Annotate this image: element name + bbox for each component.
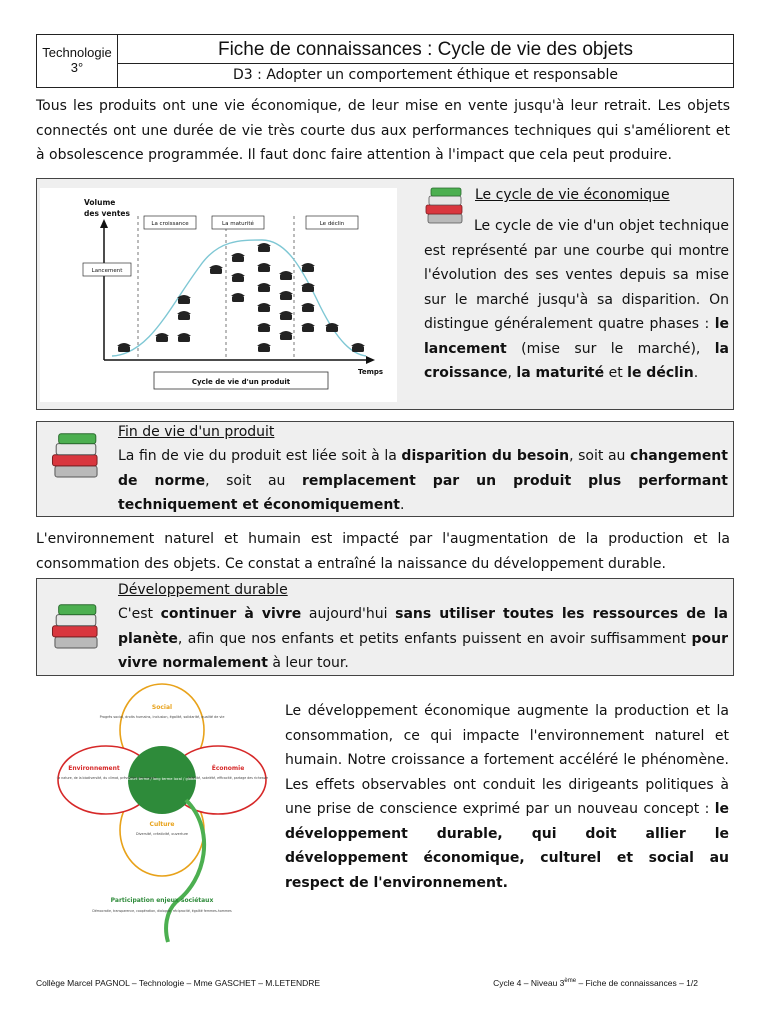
cycle-bold-4: le déclin (627, 365, 694, 381)
cycle-text (424, 214, 729, 386)
sd-text-2: aujourd'hui (301, 606, 396, 622)
eol-bold-3: remplacement par un produit plus performant techniquement et économiquement (118, 472, 728, 513)
social-desc: Progrès social, droits humains, inclusion, égalité, solidarité, qualité de vie (99, 715, 225, 719)
footer-right (493, 978, 698, 988)
level-label: 3° (70, 60, 84, 75)
telephone-icon (257, 283, 271, 292)
conclusion-bold: le développement durable, qui doit allier le développement économique, culturel et social au respect de l'environnement. (285, 801, 729, 891)
telephone-icon (301, 303, 315, 312)
cycle-text-5: . (693, 365, 699, 381)
social-label: Social (151, 704, 173, 711)
phase-label-lancement: Lancement (91, 268, 123, 274)
participation-label: Participation enjeux sociétaux (110, 897, 214, 904)
books-icon (50, 431, 102, 481)
flower-svg (56, 680, 268, 944)
center-label: Court terme / long terme local / global (127, 777, 197, 781)
chart-svg (40, 188, 397, 402)
eol-text-3: , soit au (205, 472, 302, 489)
telephone-icon (301, 283, 315, 292)
telephone-icon (257, 243, 271, 252)
phase-label-maturite: La maturité (222, 221, 254, 227)
sd-bold-3: pour vivre normalement (118, 630, 728, 671)
environment-desc: la nature, de la biodiversité, du climat, prévention des risques (57, 776, 157, 780)
cycle-text-4: et (604, 365, 628, 381)
cycle-bold-3: la maturité (516, 365, 605, 381)
telephone-icon (257, 303, 271, 312)
end-of-life-text (118, 444, 728, 518)
conclusion-text: Le développement économique augmente la production et la consommation, ce qui impacte l'environnement naturel et humain. Notre croissance a fortement accéléré le phénomène. Les effets observables ont conduit les dirigeants politiques à une prise de conscience exprimé par un nouveau concept : (285, 703, 729, 817)
culture-label: Culture (149, 821, 175, 828)
page-subtitle: D3 : Adopter un comportement éthique et responsable (233, 67, 618, 83)
telephone-icons (117, 243, 365, 352)
environment-paragraph: L'environnement naturel et humain est impacté par l'augmentation de la production et la consommation des objets. Ce constat a entraîné la naissance du développement durable. (36, 531, 730, 572)
chart-ylabel-1: Volume (84, 198, 116, 207)
chart-caption: Cycle de vie d'un produit (191, 378, 291, 386)
cycle-bold-2: la croissance (424, 340, 729, 381)
sd-text-3: , afin que nos enfants et petits enfants puissent en avoir suffisamment (177, 630, 692, 647)
telephone-icon (177, 311, 191, 320)
telephone-icon (117, 343, 131, 352)
telephone-icon (257, 343, 271, 352)
sustainable-text (118, 602, 728, 676)
eol-text-4: . (400, 497, 405, 513)
telephone-icon (209, 265, 223, 274)
books-icon (50, 602, 102, 652)
telephone-icon (301, 323, 315, 332)
header-table (36, 34, 734, 88)
cycle-text-3: , (507, 365, 517, 381)
page-title: Fiche de connaissances : Cycle de vie des objets (118, 35, 733, 64)
economy-desc: Viabilité, sobriété, efficacité, partage des richesses (187, 776, 268, 780)
sd-text-4: à leur tour. (267, 655, 349, 671)
sd-text-1: C'est (118, 606, 161, 622)
telephone-icon (279, 271, 293, 280)
telephone-icon (279, 291, 293, 300)
economy-label: Économie (211, 765, 245, 772)
telephone-icon (177, 333, 191, 342)
phase-label-declin: Le déclin (319, 221, 345, 227)
cycle-title: Le cycle de vie économique (475, 187, 670, 203)
environment-label: Environnement (68, 765, 120, 772)
footer-right-1: Cycle 4 – Niveau 3 (493, 978, 565, 988)
phase-label-croissance: La croissance (151, 221, 189, 227)
sd-bold-2: sans utiliser toutes les ressources de la planète (118, 606, 728, 647)
eol-bold-1: disparition du besoin (401, 448, 570, 464)
footer-right-2: – Fiche de connaissances – 1/2 (576, 978, 698, 988)
telephone-icon (351, 343, 365, 352)
x-axis-arrow (366, 356, 375, 364)
telephone-icon (231, 253, 245, 262)
chart-ylabel-2: des ventes (84, 209, 130, 218)
culture-desc: Diversité, créativité, ouverture (135, 832, 189, 836)
footer-left: Collège Marcel PAGNOL – Technologie – Mme GASCHET – M.LETENDRE (36, 978, 321, 988)
end-of-life-title: Fin de vie d'un produit (118, 424, 275, 440)
chart-xlabel: Temps (358, 368, 384, 376)
sustainable-title: Développement durable (118, 582, 288, 598)
telephone-icon (231, 273, 245, 282)
eol-bold-2: changement de norme (118, 448, 728, 489)
telephone-icon (325, 323, 339, 332)
subject-label: Technologie (42, 45, 112, 60)
subject-cell (37, 35, 118, 87)
eol-text-2: , soit au (569, 448, 631, 464)
telephone-icon (279, 331, 293, 340)
telephone-icon (279, 311, 293, 320)
sustainability-flower-diagram (56, 680, 268, 944)
eol-text-1: La fin de vie du produit est liée soit à la (118, 448, 402, 464)
cycle-text-1: Le cycle de vie d'un objet technique est représenté par une courbe qui montre l'évolution des ses ventes depuis sa mise sur le marché jusqu'à sa disparition. On distingue généralement quatre phases : (424, 218, 729, 332)
telephone-icon (257, 323, 271, 332)
cycle-text-2: (mise sur le marché), (506, 340, 715, 357)
participation-desc: Démocratie, transparence, coopération, dialogue, réciprocité, égalité femmes-hommes (92, 909, 232, 913)
sd-bold-1: continuer à vivre (160, 606, 302, 622)
sales-cycle-chart (40, 188, 397, 402)
telephone-icon (257, 263, 271, 272)
intro-paragraph: Tous les produits ont une vie économique, de leur mise en vente jusqu'à leur retrait. Les objets connectés ont une durée de vie très courte dus aux performances techniques qui s'améliorent et à obsolescence programmée. Il faut donc faire attention à l'impact que cela peut produire. (36, 98, 730, 163)
conclusion-paragraph (285, 699, 729, 895)
y-axis-arrow (100, 219, 108, 228)
footer-right-sup: ème (564, 978, 577, 985)
cycle-bold-1: le lancement (424, 316, 729, 357)
telephone-icon (301, 263, 315, 272)
telephone-icon (231, 293, 245, 302)
telephone-icon (155, 333, 169, 342)
